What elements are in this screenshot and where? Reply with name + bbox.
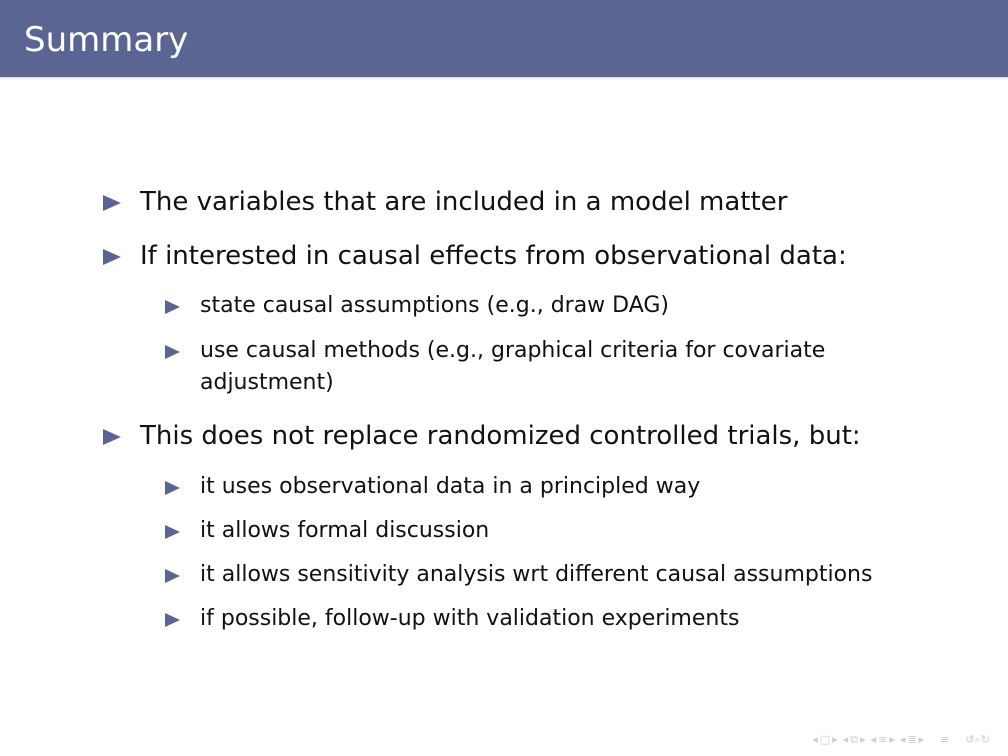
nav-prev-section-icon[interactable]: ◂ xyxy=(870,733,877,746)
sub-bullet-item xyxy=(200,471,700,503)
sub-bullet-text-line: adjustment) xyxy=(200,370,334,395)
nav-prev-subsection-icon[interactable]: ◂ xyxy=(899,733,906,746)
bullet-marker-icon xyxy=(103,195,121,211)
sub-bullet-item xyxy=(200,290,669,322)
sub-bullet-item xyxy=(200,603,739,635)
bullet-marker-icon xyxy=(103,249,121,265)
nav-document-group[interactable] xyxy=(900,734,924,746)
nav-subsection-group[interactable] xyxy=(843,734,866,746)
sub-bullet-marker-icon xyxy=(165,481,180,495)
sub-bullet-text: it uses observational data in a principled way xyxy=(200,474,701,499)
nav-section-icon[interactable]: ≡ xyxy=(878,733,888,746)
nav-last-icon[interactable]: ▸ xyxy=(918,733,925,746)
nav-search-icon[interactable]: ↺⌕↻ xyxy=(965,733,990,746)
bullet-text: If interested in causal effects from observational data: xyxy=(140,241,847,271)
sub-bullet-text-line: use causal methods (e.g., graphical criteria for covariate xyxy=(200,338,826,363)
nav-first-icon[interactable]: ◂ xyxy=(812,733,818,746)
nav-frame-group[interactable] xyxy=(812,734,837,746)
bullet-item xyxy=(140,186,787,218)
sub-bullet-item xyxy=(200,515,489,547)
sub-bullet-text: state causal assumptions (e.g., draw DAG) xyxy=(200,293,670,318)
nav-next-subsection-icon[interactable]: ▸ xyxy=(860,733,866,746)
nav-next-section-icon[interactable]: ▸ xyxy=(889,733,895,746)
nav-subsection-icon[interactable]: ≣ xyxy=(907,733,917,746)
nav-prev-frame-icon[interactable]: ◂ xyxy=(842,733,849,746)
bullet-text: This does not replace randomized controlled trials, but: xyxy=(140,421,861,451)
beamer-navigation-bar xyxy=(812,734,990,746)
bullet-marker-icon xyxy=(103,429,121,445)
bullet-text: The variables that are included in a model matter xyxy=(140,187,788,217)
nav-next-frame-icon[interactable]: ▸ xyxy=(832,733,838,746)
sub-bullet-marker-icon xyxy=(165,525,180,539)
slide-title: Summary xyxy=(24,20,189,60)
nav-frames-stack-icon[interactable]: ⧉ xyxy=(850,733,859,746)
sub-bullet-item xyxy=(200,335,825,399)
sub-bullet-marker-icon xyxy=(165,345,180,359)
bullet-item xyxy=(140,420,861,452)
sub-bullet-text: it allows formal discussion xyxy=(200,518,490,543)
sub-bullet-item xyxy=(200,559,872,591)
bullet-item xyxy=(140,240,847,272)
nav-section-group[interactable] xyxy=(871,734,895,746)
nav-frame-icon[interactable]: □ xyxy=(819,733,831,746)
sub-bullet-marker-icon xyxy=(165,300,180,314)
sub-bullet-text: it allows sensitivity analysis wrt different causal assumptions xyxy=(200,562,873,587)
title-bar-shadow xyxy=(0,77,1008,80)
sub-bullet-text: if possible, follow-up with validation experiments xyxy=(200,606,740,631)
sub-bullet-marker-icon xyxy=(165,613,180,627)
sub-bullet-marker-icon xyxy=(165,569,180,583)
nav-align-icon[interactable]: ≡ xyxy=(940,733,950,746)
title-bar xyxy=(0,0,1008,77)
